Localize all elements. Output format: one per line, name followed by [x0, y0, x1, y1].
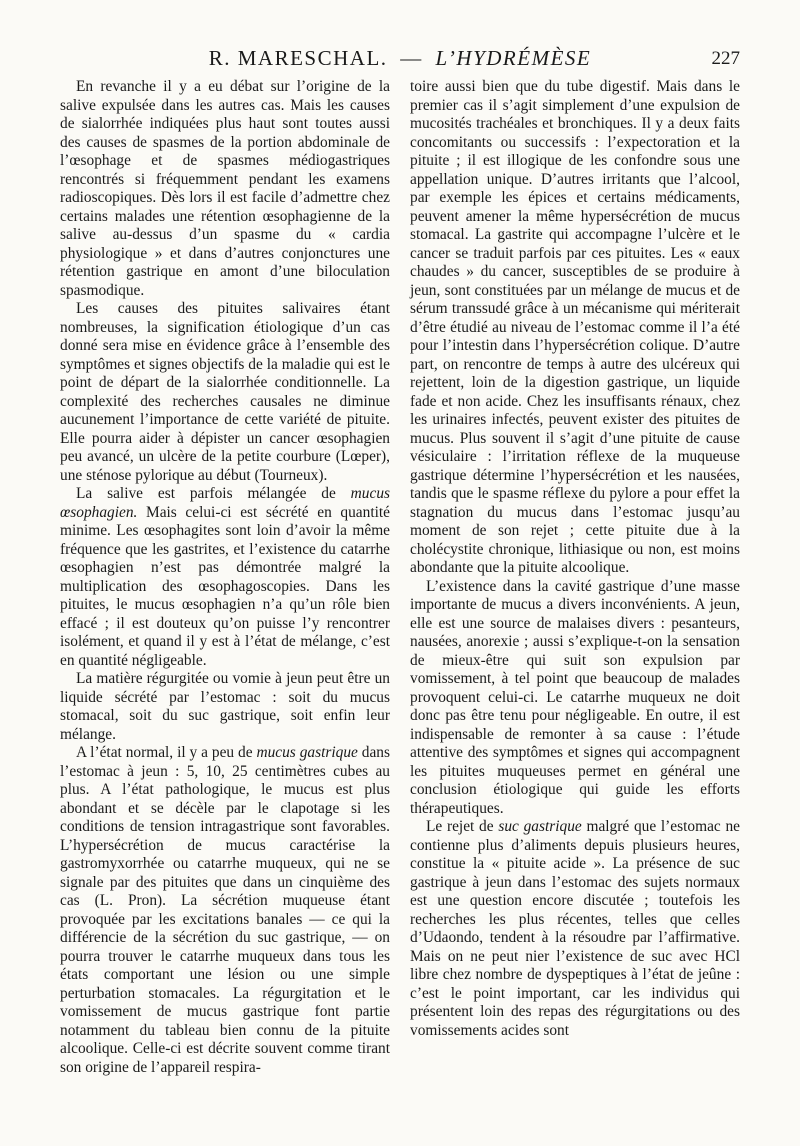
page-number: 227 [711, 48, 740, 69]
paragraph-text: toire aussi bien que du tube digestif. Mais dans le premier cas il s’agit simplement d’une expulsion de mucosités trachéales et bronchiques. Il y a deux faits concomitants ou successifs : l’expectoration et la pituite ; il est illogique de les confondre sous une appellation unique. D’autres irritants que l’alcool, par exemple les épices et certains médicaments, peuvent amener la même hypersécrétion de mucus stomacal. La gastrite qui accompagne l’ulcère et le cancer se traduit parfois par ces pituites. Les « eaux chaudes » du cancer, susceptibles de se produire à jeun, sont constituées par un mélange de mucus et de sérum transsudé grâce à un mécanisme qui mériterait d’être étudié au niveau de l’estomac comme il l’a été pour l’intestin dans l’hypersécrétion colique. D’autre part, on rencontre de temps à autre des ulcéreux qui rejettent, loin de la digestion gastrique, un liquide fade et non acide. Chez les insuffisants rénaux, chez les urinaires infectés, peuvent exister des pituites de mucus. Plus souvent il s’agit d’une pituite de cause vésiculaire : l’irritation réflexe de la muqueuse gastrique détermine l’hypersécrétion et les nausées, tandis que le spasme réflexe du pylore a pour effet la stagnation du mucus dans l’estomac jusqu’au moment de son rejet ; cette pituite due à la cholécystite chronique, lithiasique ou non, est moins abondante que la pituite alcoolique. [410, 78, 740, 576]
title-separator: — [400, 46, 423, 70]
paragraph-text: Mais celui-ci est sécrété en quantité minime. Les œsophagites sont loin d’avoir la même fréquence que les gastrites, et l’existence du catarrhe œsophagien n’est pas démontrée malgré la multiplication des œsophagoscopies. Dans les pituites, le mucus œsophagien n’a qu’un rôle bien effacé ; il est douteux qu’on puisse l’y rencontrer isolément, et quand il y est à l’état de mélange, c’est en quantité négligeable. [60, 503, 390, 669]
paragraph-text: dans l’estomac à jeun : 5, 10, 25 centimètres cubes au plus. A l’état pathologique, le mucus est plus abondant et se décèle par le clapotage si les conditions de tension intragastrique sont favorables. L’hypersécrétion de mucus caractérise la gastromyxorrhée ou catarrhe muqueux, qui ne se signale par des pituites que dans un cinquième des cas (L. Pron). La sécrétion muqueuse étant provoquée par les excitations banales — ce qui la différencie de la sécrétion du suc gastrique, — on pourra trouver le catarrhe muqueux dans tous les états comportant une lésion ou une simple perturbation stomacales. La régurgitation et le vomissement de mucus gastrique font partie notamment du tableau bien connu de la pituite alcoolique. Celle-ci est décrite souvent comme tirant son origine de l’appareil respira- [60, 744, 390, 1076]
paragraph [60, 78, 390, 300]
running-header [60, 40, 740, 80]
paragraph-text: La salive est parfois mélangée de [76, 485, 351, 502]
paragraph [60, 485, 390, 670]
paragraph-text: La matière régurgitée ou vomie à jeun peut être un liquide sécrété par l’estomac : soit du mucus stomacal, soit du suc gastrique, soit enfin leur mélange. [60, 670, 390, 743]
running-title [60, 46, 740, 71]
paragraph [410, 578, 740, 819]
italic-term: mucus œsophagien. [60, 485, 390, 521]
italic-term: suc gastrique [498, 818, 582, 835]
right-column [410, 78, 740, 1040]
paragraph [410, 818, 740, 1040]
paragraph [60, 744, 390, 1077]
italic-term: mucus gastrique [256, 744, 358, 761]
paragraph-text: Le rejet de [426, 818, 499, 835]
article-title: L’HYDRÉMÈSE [435, 46, 592, 70]
paragraph [60, 300, 390, 485]
paragraph [410, 78, 740, 578]
paragraph-text: En revanche il y a eu débat sur l’origine de la salive expulsée dans les autres cas. Mais les causes de sialorrhée indiquées plus haut sont toutes aussi des causes de spasmes de la portion abdominale de l’œsophage et de spasmes médiogastriques rencontrés si fréquemment pendant les examens radioscopiques. Dès lors il est facile d’admettre chez certains malades une rétention œsophagienne de la salive au-dessus d’un spasme du « cardia physiologique » et dans d’autres conjonctures une rétention gastrique en amont d’une biloculation spasmodique. [60, 78, 390, 299]
paragraph-text: L’existence dans la cavité gastrique d’une masse importante de mucus a divers inconvénients. A jeun, elle est une source de malaises divers : pesanteurs, nausées, anorexie ; aussi s’explique-t-on la sensation de mieux-être qui suit son expulsion par vomissement, à tel point que beaucoup de malades provoquent celui-ci. Le catarrhe muqueux ne doit donc pas être tenu pour négligeable. En outre, il est indispensable de remonter à sa cause : l’étude attentive des symptômes et signes qui accompagnent les pituites muqueuses permet en général une conclusion étiologique qui guide les efforts thérapeutiques. [410, 577, 740, 817]
paragraph-text: malgré que l’estomac ne contienne plus d’aliments depuis plusieurs heures, constitue la « pituite acide ». La présence de suc gastrique à jeun dans l’estomac des sujets normaux est une question encore discutée ; toutefois les recherches les plus récentes, telles que celles d’Udaondo, tendent à la résoudre par l’affirmative. Mais on ne peut nier l’existence de suc avec HCl libre chez nombre de dyspeptiques à l’état de jeûne : c’est le point important, car les individus qui présentent loin des repas des régurgitations ou des vomissements acides sont [410, 818, 740, 1039]
paragraph [60, 670, 390, 744]
paragraph-text: A l’état normal, il y a peu de [76, 744, 257, 761]
paragraph-text: Les causes des pituites salivaires étant nombreuses, la signification étiologique d’un cas donné sera mise en évidence grâce à l’ensemble des symptômes et signes objectifs de la maladie qui est le point de départ de la sialorrhée conditionnelle. La complexité des recherches causales ne diminue aucunement l’importance de cette variété de pituite. Elle pourra aider à dépister un cancer œsophagien peu avancé, un ulcère de la petite courbure (Lœper), une sténose pylorique au début (Tourneux). [60, 300, 390, 484]
author-name: R. MARESCHAL. [208, 46, 388, 70]
left-column [60, 78, 390, 1077]
